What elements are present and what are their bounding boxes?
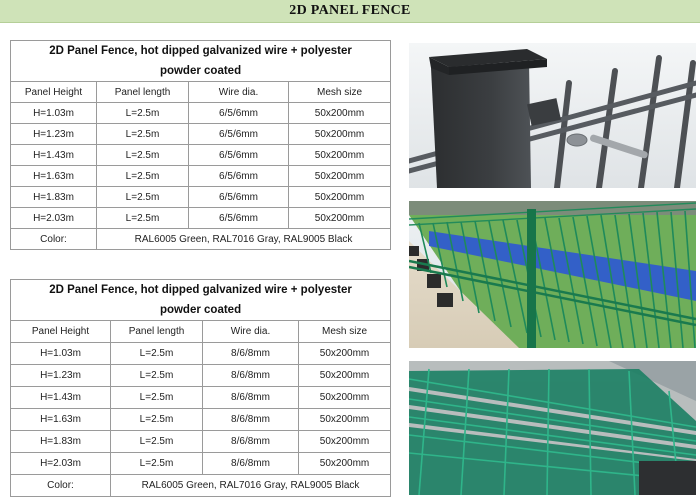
column-header-mesh-size: Mesh size: [299, 321, 391, 343]
table-title-line-2: powder coated: [159, 65, 242, 77]
cell-mesh-size: 50x200mm: [289, 208, 391, 229]
cell-panel-length: L=2.5m: [97, 145, 189, 166]
color-row: [11, 475, 391, 497]
cell-wire-dia: 6/5/6mm: [189, 124, 289, 145]
cell-wire-dia: 6/5/6mm: [189, 166, 289, 187]
table-row: [11, 409, 391, 431]
table-title: [11, 280, 391, 321]
cell-mesh-size: 50x200mm: [289, 166, 391, 187]
table-row: [11, 343, 391, 365]
table-row: [11, 166, 391, 187]
cell-panel-height: H=1.43m: [11, 145, 97, 166]
cell-panel-length: L=2.5m: [111, 365, 203, 387]
cell-mesh-size: 50x200mm: [299, 431, 391, 453]
table-row: [11, 145, 391, 166]
cell-wire-dia: 8/6/8mm: [203, 453, 299, 475]
column-header-panel-height: Panel Height: [11, 321, 111, 343]
cell-mesh-size: 50x200mm: [299, 409, 391, 431]
cell-panel-height: H=1.03m: [11, 103, 97, 124]
cell-panel-length: L=2.5m: [111, 453, 203, 475]
green-fence-illustration: [409, 201, 696, 348]
cell-wire-dia: 8/6/8mm: [203, 365, 299, 387]
column-header-wire-dia: Wire dia.: [189, 82, 289, 103]
cell-panel-height: H=1.43m: [11, 387, 111, 409]
cell-wire-dia: 8/6/8mm: [203, 409, 299, 431]
cell-panel-length: L=2.5m: [111, 431, 203, 453]
cell-mesh-size: 50x200mm: [289, 124, 391, 145]
cell-panel-height: H=2.03m: [11, 208, 97, 229]
column-header-panel-length: Panel length: [97, 82, 189, 103]
cell-panel-height: H=1.23m: [11, 365, 111, 387]
table-row: [11, 187, 391, 208]
cell-wire-dia: 6/5/6mm: [189, 208, 289, 229]
color-value: RAL6005 Green, RAL7016 Gray, RAL9005 Black: [111, 475, 391, 497]
fence-post-illustration: [409, 43, 696, 188]
header-banner: [0, 0, 700, 23]
table-header-row: [11, 321, 391, 343]
cell-wire-dia: 8/6/8mm: [203, 343, 299, 365]
cell-panel-height: H=1.63m: [11, 166, 97, 187]
cell-panel-height: H=2.03m: [11, 453, 111, 475]
cell-wire-dia: 6/5/6mm: [189, 145, 289, 166]
column-header-panel-length: Panel length: [111, 321, 203, 343]
color-label: Color:: [11, 475, 111, 497]
color-value: RAL6005 Green, RAL7016 Gray, RAL9005 Black: [97, 229, 391, 250]
cell-panel-length: L=2.5m: [97, 208, 189, 229]
table-row: [11, 103, 391, 124]
table-row: [11, 208, 391, 229]
table-title: [11, 41, 391, 82]
stacked-panels-illustration: [409, 361, 696, 495]
cell-mesh-size: 50x200mm: [289, 103, 391, 124]
cell-mesh-size: 50x200mm: [299, 387, 391, 409]
table-row: [11, 365, 391, 387]
color-label: Color:: [11, 229, 97, 250]
photo-fence-post-clamp: [409, 43, 696, 188]
page-title: 2D PANEL FENCE: [289, 3, 411, 18]
cell-mesh-size: 50x200mm: [299, 365, 391, 387]
cell-panel-height: H=1.23m: [11, 124, 97, 145]
cell-panel-height: H=1.83m: [11, 187, 97, 208]
color-row: [11, 229, 391, 250]
table-header-row: [11, 82, 391, 103]
cell-panel-height: H=1.03m: [11, 343, 111, 365]
column-header-panel-height: Panel Height: [11, 82, 97, 103]
cell-panel-length: L=2.5m: [111, 409, 203, 431]
spec-table-6mm: [10, 40, 391, 250]
cell-panel-length: L=2.5m: [97, 124, 189, 145]
photo-stacked-green-panels: [409, 361, 696, 495]
cell-panel-length: L=2.5m: [111, 387, 203, 409]
column-header-mesh-size: Mesh size: [289, 82, 391, 103]
cell-mesh-size: 50x200mm: [299, 453, 391, 475]
table-row: [11, 387, 391, 409]
column-header-wire-dia: Wire dia.: [203, 321, 299, 343]
cell-panel-length: L=2.5m: [111, 343, 203, 365]
table-row: [11, 431, 391, 453]
spec-table-8mm: [10, 279, 391, 497]
table-title-line-2: powder coated: [159, 304, 242, 316]
cell-wire-dia: 8/6/8mm: [203, 387, 299, 409]
cell-mesh-size: 50x200mm: [289, 187, 391, 208]
cell-panel-length: L=2.5m: [97, 166, 189, 187]
table-title-line-1: 2D Panel Fence, hot dipped galvanized wire + polyester: [49, 45, 352, 57]
cell-panel-height: H=1.83m: [11, 431, 111, 453]
cell-wire-dia: 6/5/6mm: [189, 187, 289, 208]
cell-panel-length: L=2.5m: [97, 103, 189, 124]
cell-mesh-size: 50x200mm: [289, 145, 391, 166]
table-row: [11, 124, 391, 145]
cell-panel-length: L=2.5m: [97, 187, 189, 208]
cell-wire-dia: 8/6/8mm: [203, 431, 299, 453]
cell-panel-height: H=1.63m: [11, 409, 111, 431]
cell-wire-dia: 6/5/6mm: [189, 103, 289, 124]
table-row: [11, 453, 391, 475]
photo-green-fence-sports-field: [409, 201, 696, 348]
table-title-line-1: 2D Panel Fence, hot dipped galvanized wire + polyester: [49, 284, 352, 296]
cell-mesh-size: 50x200mm: [299, 343, 391, 365]
